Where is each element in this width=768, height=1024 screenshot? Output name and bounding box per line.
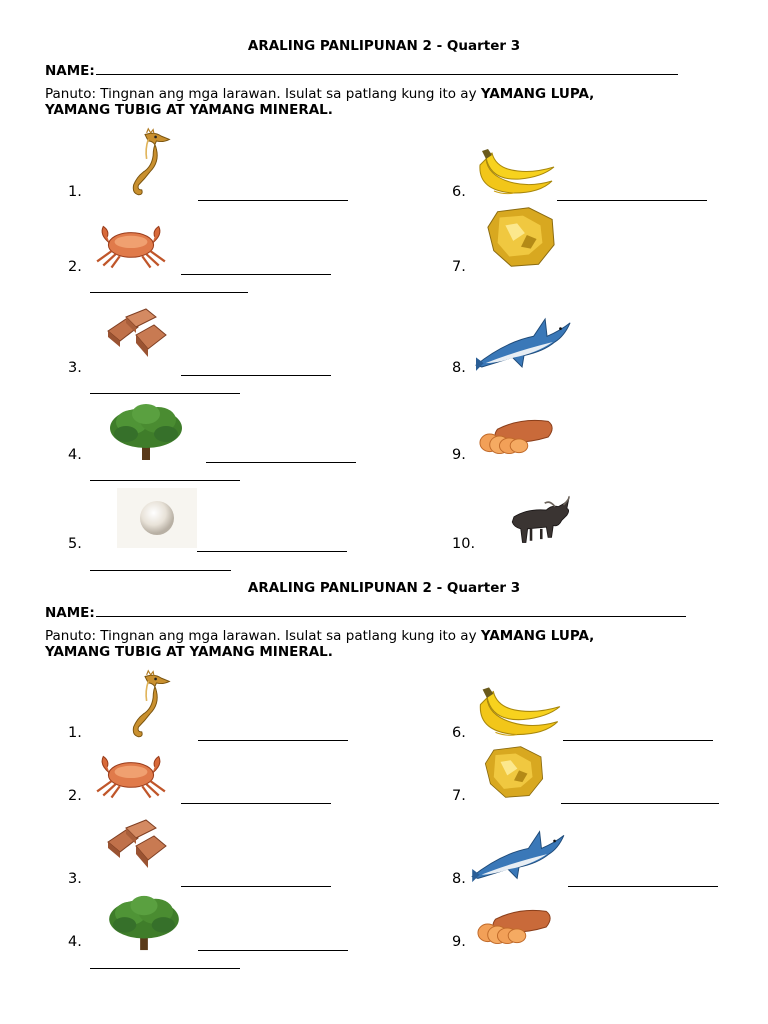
answer-line[interactable] — [206, 462, 356, 463]
answer-line[interactable] — [568, 886, 718, 887]
banana-icon — [474, 145, 556, 199]
crab-icon — [93, 222, 169, 270]
tree-icon — [106, 400, 186, 462]
name-field[interactable] — [96, 62, 678, 75]
banana-icon — [474, 684, 562, 740]
item-number: 4. — [68, 447, 82, 463]
answer-line[interactable] — [563, 740, 713, 741]
item-number: 4. — [68, 934, 82, 950]
name-field[interactable] — [96, 604, 686, 617]
answer-line[interactable] — [198, 740, 348, 741]
answer-line[interactable] — [181, 375, 331, 376]
seahorse-icon — [105, 670, 185, 740]
answer-line[interactable] — [561, 803, 719, 804]
answer-line[interactable] — [198, 200, 348, 201]
instruction-text: Panuto: Tingnan ang mga larawan. Isulat sa patlang kung ito ay — [45, 86, 481, 102]
instruction-text: Panuto: Tingnan ang mga larawan. Isulat sa patlang kung ito ay — [45, 628, 481, 644]
instruction-bold-1: YAMANG LUPA, — [480, 86, 595, 102]
instruction-bold-2: YAMANG TUBIG AT YAMANG MINERAL. — [45, 102, 333, 118]
instruction-bold-2: YAMANG TUBIG AT YAMANG MINERAL. — [45, 644, 333, 660]
answer-line[interactable] — [557, 200, 707, 201]
name-label: NAME: — [45, 605, 95, 621]
answer-line[interactable] — [90, 968, 240, 969]
item-number: 3. — [68, 360, 82, 376]
item-number: 10. — [452, 536, 476, 552]
pearl-icon — [117, 488, 197, 548]
item-number: 9. — [452, 447, 466, 463]
copper-bars-icon — [100, 305, 172, 363]
item-number: 8. — [452, 871, 466, 887]
answer-line[interactable] — [90, 393, 240, 394]
answer-line[interactable] — [181, 886, 331, 887]
item-number: 6. — [452, 725, 466, 741]
name-row — [45, 62, 678, 79]
seahorse-icon — [105, 128, 185, 198]
worksheet-title: ARALING PANLIPUNAN 2 - Quarter 3 — [247, 580, 521, 596]
item-number: 2. — [68, 788, 82, 804]
answer-line[interactable] — [197, 551, 347, 552]
item-number: 2. — [68, 259, 82, 275]
worksheet-title: ARALING PANLIPUNAN 2 - Quarter 3 — [247, 38, 521, 54]
answer-line[interactable] — [90, 570, 231, 571]
gold-nugget-icon — [484, 205, 558, 269]
answer-line[interactable] — [90, 480, 240, 481]
crab-icon — [93, 752, 169, 800]
shark-icon — [476, 313, 572, 373]
shark-icon — [472, 826, 566, 884]
answer-line[interactable] — [90, 292, 248, 293]
answer-line[interactable] — [198, 950, 348, 951]
tree-icon — [104, 892, 184, 952]
item-number: 7. — [452, 788, 466, 804]
name-label: NAME: — [45, 63, 95, 79]
item-number: 8. — [452, 360, 466, 376]
item-number: 1. — [68, 725, 82, 741]
answer-line[interactable] — [181, 274, 331, 275]
instruction — [45, 628, 725, 660]
name-row — [45, 604, 686, 621]
item-number: 6. — [452, 184, 466, 200]
item-number: 9. — [452, 934, 466, 950]
item-number: 3. — [68, 871, 82, 887]
item-number: 1. — [68, 184, 82, 200]
sweet-potato-icon — [476, 904, 556, 948]
instruction — [45, 86, 725, 118]
item-number: 7. — [452, 259, 466, 275]
sweet-potato-icon — [478, 414, 558, 458]
instruction-bold-1: YAMANG LUPA, — [480, 628, 595, 644]
carabao-icon — [502, 496, 572, 548]
gold-nugget-icon — [482, 744, 546, 800]
copper-bars-icon — [100, 816, 172, 874]
answer-line[interactable] — [181, 803, 331, 804]
item-number: 5. — [68, 536, 82, 552]
